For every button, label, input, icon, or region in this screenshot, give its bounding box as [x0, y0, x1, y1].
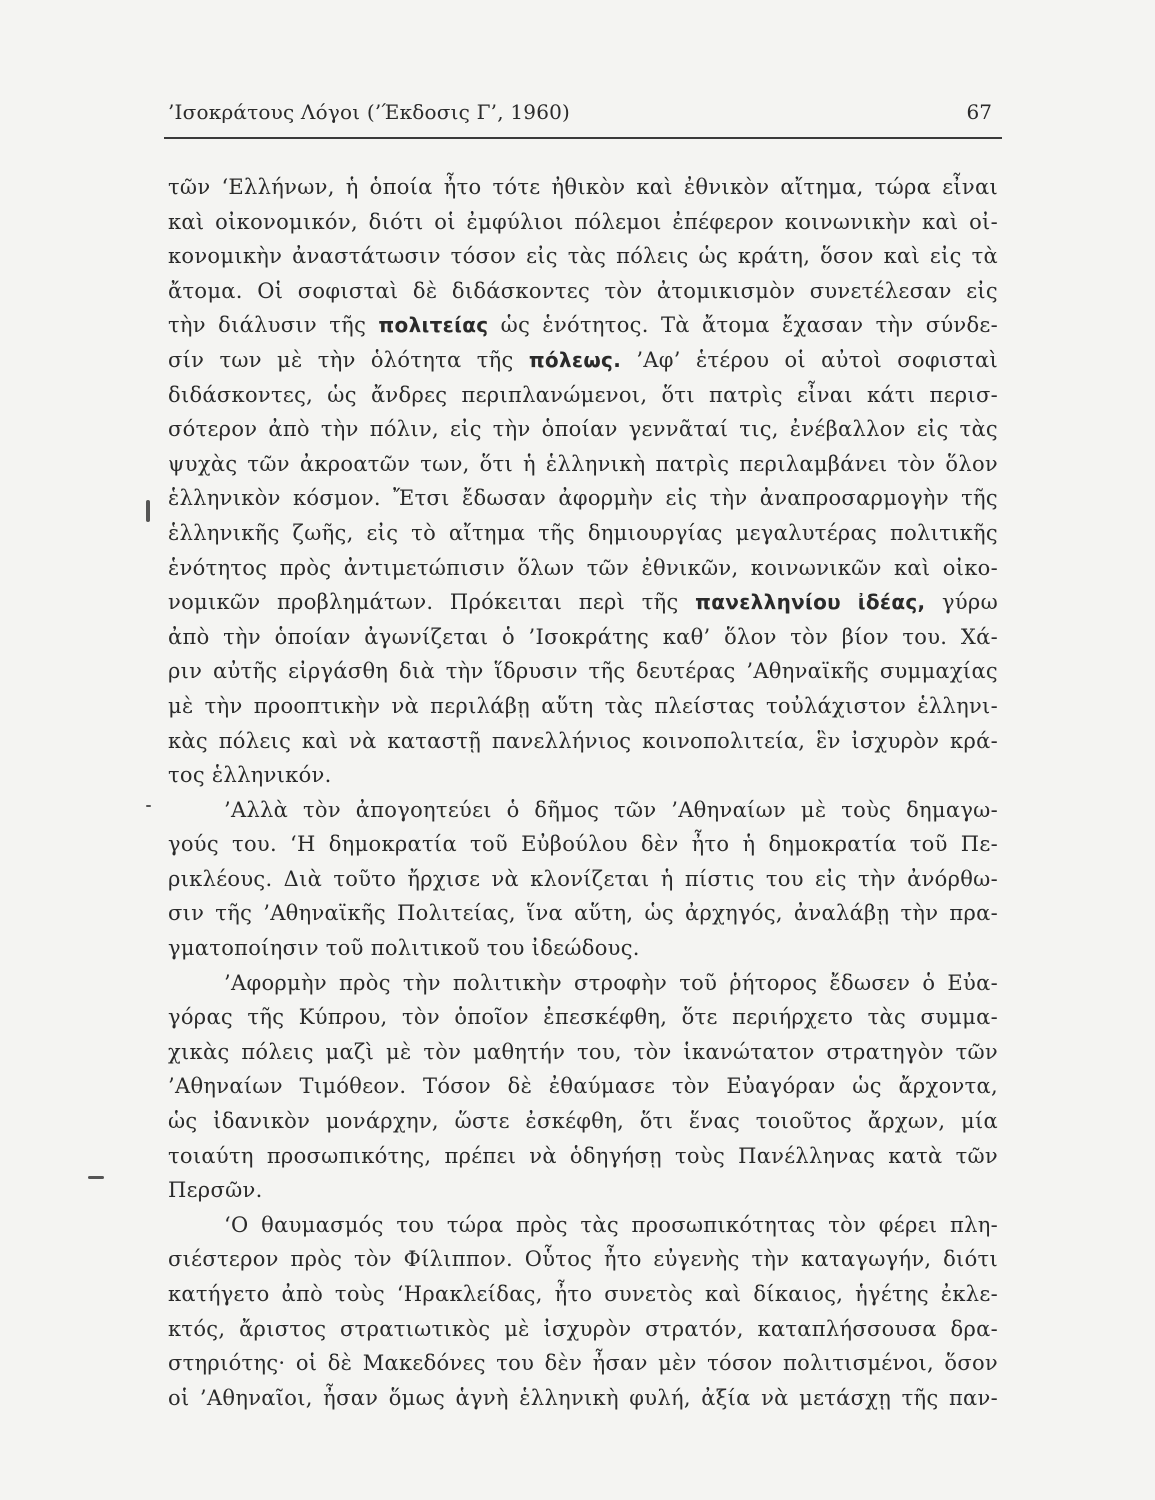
- line-text: ριν αὐτῆς εἰργάσθη διὰ τὴν ἵδρυσιν τῆς δευτέρας ’Αθηναϊκῆς συμμαχίας: [168, 659, 998, 684]
- line-text: σίν των μὲ τὴν ὁλότητα τῆς: [168, 347, 529, 372]
- text-line: [168, 516, 998, 551]
- line-text: ψυχὰς τῶν ἀκροατῶν των, ὅτι ἡ ἑλληνικὴ πατρὶς περιλαμβάνει τὸν ὅλον: [168, 451, 998, 476]
- text-line: [168, 447, 998, 482]
- line-text: στηριότης· οἱ δὲ Μακεδόνες του δὲν ἦσαν μὲν τόσον πολιτισμένοι, ὅσον: [168, 1351, 998, 1376]
- text-line: [168, 724, 998, 759]
- line-text: Περσῶν.: [168, 1178, 263, 1203]
- line-text: καὶ οἰκονομικόν, διότι οἱ ἐμφύλιοι πόλεμοι ἐπέφερον κοινωνικὴν καὶ οἰ-: [168, 209, 998, 234]
- emphasized-term: πολιτείας: [378, 313, 489, 338]
- header-title: ’Ισοκράτους Λόγοι (’Έκδοσις Γ’, 1960): [168, 100, 571, 124]
- text-line: [168, 654, 998, 689]
- text-line: [168, 862, 998, 897]
- text-line: [168, 1346, 998, 1381]
- line-text: ἀπὸ τὴν ὁποίαν ἀγωνίζεται ὁ ’Ισοκράτης καθ’ ὅλον τὸν βίον του. Χά-: [168, 624, 998, 649]
- line-text: οἱ ’Αθηναῖοι, ἦσαν ὅμως ἁγνὴ ἑλληνικὴ φυλή, ἀξία νὰ μετάσχῃ τῆς παν-: [168, 1385, 998, 1410]
- line-text: ’Αθηναίων Τιμόθεον. Τόσον δὲ ἐθαύμασε τὸν Εὐαγόραν ὡς ἄρχοντα,: [168, 1074, 998, 1099]
- text-line: [168, 551, 998, 586]
- text-line: [168, 1208, 998, 1243]
- line-text: σότερον ἀπὸ τὴν πόλιν, εἰς τὴν ὁποίαν γεννᾶταί τις, ἐνέβαλλον εἰς τὰς: [168, 417, 998, 442]
- text-line: [168, 585, 998, 620]
- line-text: χικὰς πόλεις μαζὶ μὲ τὸν μαθητήν του, τὸν ἱκανώτατον στρατηγὸν τῶν: [168, 1039, 998, 1064]
- header-rule: [164, 137, 1002, 139]
- line-text: κονομικὴν ἀναστάτωσιν τόσον εἰς τὰς πόλεις ὡς κράτη, ὅσον καὶ εἰς τὰ: [168, 244, 998, 269]
- text-line: [168, 966, 998, 1001]
- text-line: [168, 827, 998, 862]
- line-text: ρικλέους. Διὰ τοῦτο ἤρχισε νὰ κλονίζεται ἡ πίστις του εἰς τὴν ἀνόρθω-: [168, 866, 998, 891]
- text-line: [168, 378, 998, 413]
- running-header: [168, 100, 1000, 130]
- margin-mark: [88, 1176, 104, 1179]
- page-number: 67: [966, 100, 992, 124]
- line-text: ἑλληνικῆς ζωῆς, εἰς τὸ αἴτημα τῆς δημιουργίας μεγαλυτέρας πολιτικῆς: [168, 520, 998, 545]
- body-text: [168, 170, 998, 1415]
- line-text: ἄτομα. Οἱ σοφισταὶ δὲ διδάσκοντες τὸν ἀτομικισμὸν συνετέλεσαν εἰς: [168, 278, 998, 303]
- line-text: γύρω: [925, 590, 998, 615]
- text-line: [168, 274, 998, 309]
- text-line: [168, 1035, 998, 1070]
- text-line: [168, 1277, 998, 1312]
- line-text: γόρας τῆς Κύπρου, τὸν ὁποῖον ἐπεσκέφθη, ὅτε περιήρχετο τὰς συμμα-: [168, 1005, 998, 1030]
- line-text: γούς του. ‘Η δημοκρατία τοῦ Εὐβούλου δὲν ἦτο ἡ δημοκρατία τοῦ Πε-: [168, 832, 998, 857]
- margin-mark: [146, 805, 151, 807]
- line-text: ’Αλλὰ τὸν ἀπογοητεύει ὁ δῆμος τῶν ’Αθηναίων μὲ τοὺς δημαγω-: [224, 797, 998, 822]
- text-line: [168, 1312, 998, 1347]
- text-line: [168, 1381, 998, 1416]
- line-text: ὡς ἑνότητος. Τὰ ἄτομα ἔχασαν τὴν σύνδε-: [488, 313, 998, 338]
- text-line: [168, 308, 998, 343]
- line-text: τοιαύτη προσωπικότης, πρέπει νὰ ὁδηγήσῃ τοὺς Πανέλληνας κατὰ τῶν: [168, 1143, 998, 1168]
- line-text: ὡς ἰδανικὸν μονάρχην, ὥστε ἐσκέφθη, ὅτι ἕνας τοιοῦτος ἄρχων, μία: [168, 1109, 998, 1134]
- line-text: ’Αφ’ ἑτέρου οἱ αὐτοὶ σοφισταὶ: [621, 347, 998, 372]
- line-text: τὴν διάλυσιν τῆς: [168, 313, 379, 338]
- line-text: κατήγετο ἀπὸ τοὺς ‘Ηρακλείδας, ἦτο συνετὸς καὶ δίκαιος, ἡγέτης ἐκλε-: [168, 1282, 998, 1306]
- text-line: [168, 1242, 998, 1277]
- text-line: [168, 1000, 998, 1035]
- line-text: τῶν ‘Ελλήνων, ἡ ὁποία ἦτο τότε ἠθικὸν καὶ ἐθνικὸν αἴτημα, τώρα εἶναι: [168, 175, 998, 199]
- text-line: [168, 205, 998, 240]
- text-line: [168, 689, 998, 724]
- text-line: [168, 896, 998, 931]
- line-text: ’Αφορμὴν πρὸς τὴν πολιτικὴν στροφὴν τοῦ ῥήτορος ἔδωσεν ὁ Εὐα-: [224, 970, 998, 995]
- line-text: γματοποίησιν τοῦ πολιτικοῦ του ἰδεώδους.: [168, 936, 640, 961]
- line-text: κὰς πόλεις καὶ νὰ καταστῇ πανελλήνιος κοινοπολιτεία, ἓν ἰσχυρὸν κρά-: [168, 728, 998, 753]
- text-line: [168, 931, 998, 966]
- line-text: ἑλληνικὸν κόσμον. Ἔτσι ἔδωσαν ἀφορμὴν εἰς τὴν ἀναπροσαρμογὴν τῆς: [168, 486, 998, 511]
- line-text: διδάσκοντες, ὡς ἄνδρες περιπλανώμενοι, ὅτι πατρὶς εἶναι κάτι περισ-: [168, 382, 998, 407]
- line-text: ἑνότητος πρὸς ἀντιμετώπισιν ὅλων τῶν ἐθνικῶν, κοινωνικῶν καὶ οἰκο-: [168, 555, 998, 580]
- text-line: [168, 620, 998, 655]
- line-text: μὲ τὴν προοπτικὴν νὰ περιλάβῃ αὕτη τὰς πλείστας τοὐλάχιστον ἑλληνι-: [168, 693, 998, 718]
- text-line: [168, 239, 998, 274]
- line-text: νομικῶν προβλημάτων. Πρόκειται περὶ τῆς: [168, 590, 696, 615]
- emphasized-term: πόλεως.: [528, 347, 622, 372]
- line-text: τος ἑλληνικόν.: [168, 763, 332, 788]
- text-line: [168, 412, 998, 447]
- text-line: [168, 1139, 998, 1174]
- margin-mark: [146, 500, 150, 522]
- text-line: [168, 481, 998, 516]
- text-line: [168, 1104, 998, 1139]
- line-text: σιέστερον πρὸς τὸν Φίλιππον. Οὗτος ἦτο εὐγενὴς τὴν καταγωγήν, διότι: [168, 1247, 998, 1272]
- line-text: ‘Ο θαυμασμός του τώρα πρὸς τὰς προσωπικότητας τὸν φέρει πλη-: [224, 1212, 998, 1237]
- text-line: [168, 170, 998, 205]
- text-line: [168, 1069, 998, 1104]
- text-line: [168, 793, 998, 828]
- text-line: [168, 343, 998, 378]
- line-text: κτός, ἄριστος στρατιωτικὸς μὲ ἰσχυρὸν στρατόν, καταπλήσσουσα δρα-: [168, 1316, 998, 1341]
- emphasized-term: πανελληνίου ἰδέας,: [695, 590, 926, 615]
- text-line: [168, 758, 998, 793]
- text-line: [168, 1173, 998, 1208]
- line-text: σιν τῆς ’Αθηναϊκῆς Πολιτείας, ἵνα αὕτη, ὡς ἀρχηγός, ἀναλάβῃ τὴν πρα-: [168, 901, 998, 926]
